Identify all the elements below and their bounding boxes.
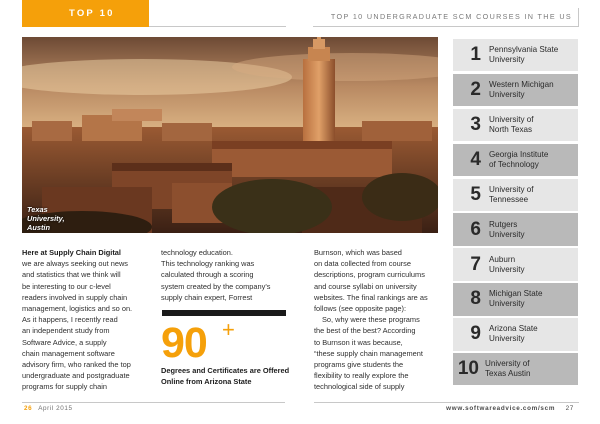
school-line: Georgia Institute <box>489 149 549 159</box>
article-column-2 <box>161 247 289 303</box>
rank-number: 10 <box>457 358 479 380</box>
header-rule <box>149 26 286 27</box>
school-line: University <box>489 264 525 274</box>
school-line: of Technology <box>489 159 539 169</box>
school-line: University <box>489 90 525 100</box>
caption-line: Austin <box>27 223 50 232</box>
text-line: an independent study from <box>22 326 110 336</box>
school-line: Michigan State <box>489 289 543 299</box>
text-line: As it happens, I recently read <box>22 315 118 325</box>
text-line: and statistics that we think will <box>22 270 121 280</box>
ranking-item <box>453 248 578 280</box>
stat-caption <box>161 366 291 387</box>
text-line: management, logistics and so on. <box>22 304 133 314</box>
rank-school <box>489 115 534 135</box>
text-line: flexibility to really explore the <box>314 371 409 381</box>
school-line: University <box>489 334 525 344</box>
text-line: descriptions, program curriculums <box>314 270 425 280</box>
header-divider <box>578 8 579 27</box>
footer-rule <box>314 402 579 403</box>
ranking-item <box>453 353 578 385</box>
text-line: readers involved in supply chain <box>22 292 128 302</box>
text-line: Software Advice, a supply <box>22 337 107 347</box>
text-line: follows (see opposite page): <box>314 304 407 314</box>
school-line: University <box>489 299 525 309</box>
school-line: Pennsylvania State <box>489 45 559 55</box>
text-line: chain management software <box>22 348 115 358</box>
text-line: we are always seeking out news <box>22 259 128 269</box>
text-line: This technology ranking was <box>161 259 255 269</box>
text-line: technology education. <box>161 248 233 257</box>
school-line: Tennessee <box>489 194 529 204</box>
rank-school <box>489 255 525 275</box>
school-line: University <box>489 55 525 65</box>
footer-right <box>446 405 574 412</box>
school-line: University of <box>489 114 534 124</box>
ranking-item <box>453 109 578 141</box>
rank-school <box>489 324 538 344</box>
page-number: 27 <box>565 405 574 412</box>
text-line: be interesting to our c-level <box>22 281 111 291</box>
stat-caption-line: Online from Arizona State <box>161 376 252 386</box>
text-line: and course syllabi on university <box>314 281 417 291</box>
issue-date: April 2015 <box>38 405 73 412</box>
stat-plus-sign: + <box>222 317 235 342</box>
rank-school <box>489 45 558 65</box>
ranking-item <box>453 39 578 71</box>
text-line: Burnson, which was based <box>314 248 402 257</box>
ranking-item <box>453 144 578 176</box>
rank-number: 9 <box>470 323 481 345</box>
rank-number: 6 <box>470 218 481 240</box>
ranking-item <box>453 213 578 245</box>
school-line: Texas Austin <box>485 369 531 379</box>
text-line: system created by the company's <box>161 281 271 291</box>
ranking-item <box>453 318 578 350</box>
text-line: undergraduate and postgraduate <box>22 371 130 381</box>
article-column-1 <box>22 247 150 393</box>
header-rule <box>313 26 579 27</box>
stat-number: 90 <box>161 319 207 367</box>
ranking-item <box>453 179 578 211</box>
caption-line: Texas <box>27 205 48 214</box>
text-line: “these supply chain management <box>314 348 423 358</box>
school-line: Rutgers <box>489 219 518 229</box>
rank-number: 1 <box>470 44 481 66</box>
stat-caption-line: Degrees and Certificates are Offered <box>161 366 290 375</box>
caption-line: University, <box>27 214 65 223</box>
school-line: University <box>489 229 525 239</box>
rank-number: 3 <box>470 113 481 135</box>
rank-school <box>489 220 525 240</box>
text-line: programs give students the <box>314 360 404 370</box>
text-line: programs for supply chain <box>22 382 108 392</box>
footer-rule <box>22 402 285 403</box>
text-line: the best of the best? According <box>314 326 416 336</box>
ranking-item <box>453 74 578 106</box>
text-line: websites. The final rankings are as <box>314 292 428 302</box>
rank-school <box>489 150 548 170</box>
rank-school <box>489 185 534 205</box>
article-column-3 <box>314 247 442 393</box>
text-line: technological side of supply <box>314 382 405 392</box>
ranking-item <box>453 283 578 315</box>
rank-number: 7 <box>470 253 481 275</box>
ranking-list <box>453 39 578 388</box>
text-line: So, why were these programs <box>322 315 420 325</box>
campus-photo <box>22 37 438 233</box>
school-line: Arizona State <box>489 324 538 334</box>
school-line: North Texas <box>489 124 533 134</box>
text-line: advisory firm, who ranked the top <box>22 360 131 370</box>
footer-left <box>24 405 73 412</box>
school-line: University of <box>485 359 530 369</box>
section-tab: TOP 10 <box>22 0 149 27</box>
text-line: on data collected from course <box>314 259 411 269</box>
rank-number: 2 <box>470 79 481 101</box>
rank-school <box>489 289 543 309</box>
rank-number: 8 <box>470 288 481 310</box>
rank-school <box>489 80 554 100</box>
page-title: TOP 10 UNDERGRADUATE SCM COURSES IN THE US <box>330 12 572 21</box>
school-line: Western Michigan <box>489 80 554 90</box>
text-line: calculated through a scoring <box>161 270 254 280</box>
rank-number: 4 <box>470 148 481 170</box>
footer-url: www.softwareadvice.com/scm <box>446 405 556 412</box>
page-number: 26 <box>24 405 33 412</box>
stat-divider-bar <box>162 310 286 316</box>
school-line: Auburn <box>489 254 516 264</box>
school-line: University of <box>489 184 534 194</box>
text-line: supply chain expert, Forrest <box>161 292 253 302</box>
rank-school <box>485 359 530 379</box>
article-lead: Here at Supply Chain Digital <box>22 248 121 257</box>
rank-number: 5 <box>470 183 481 205</box>
text-line: to Burnson it was because, <box>314 337 403 347</box>
photo-caption <box>27 205 65 232</box>
